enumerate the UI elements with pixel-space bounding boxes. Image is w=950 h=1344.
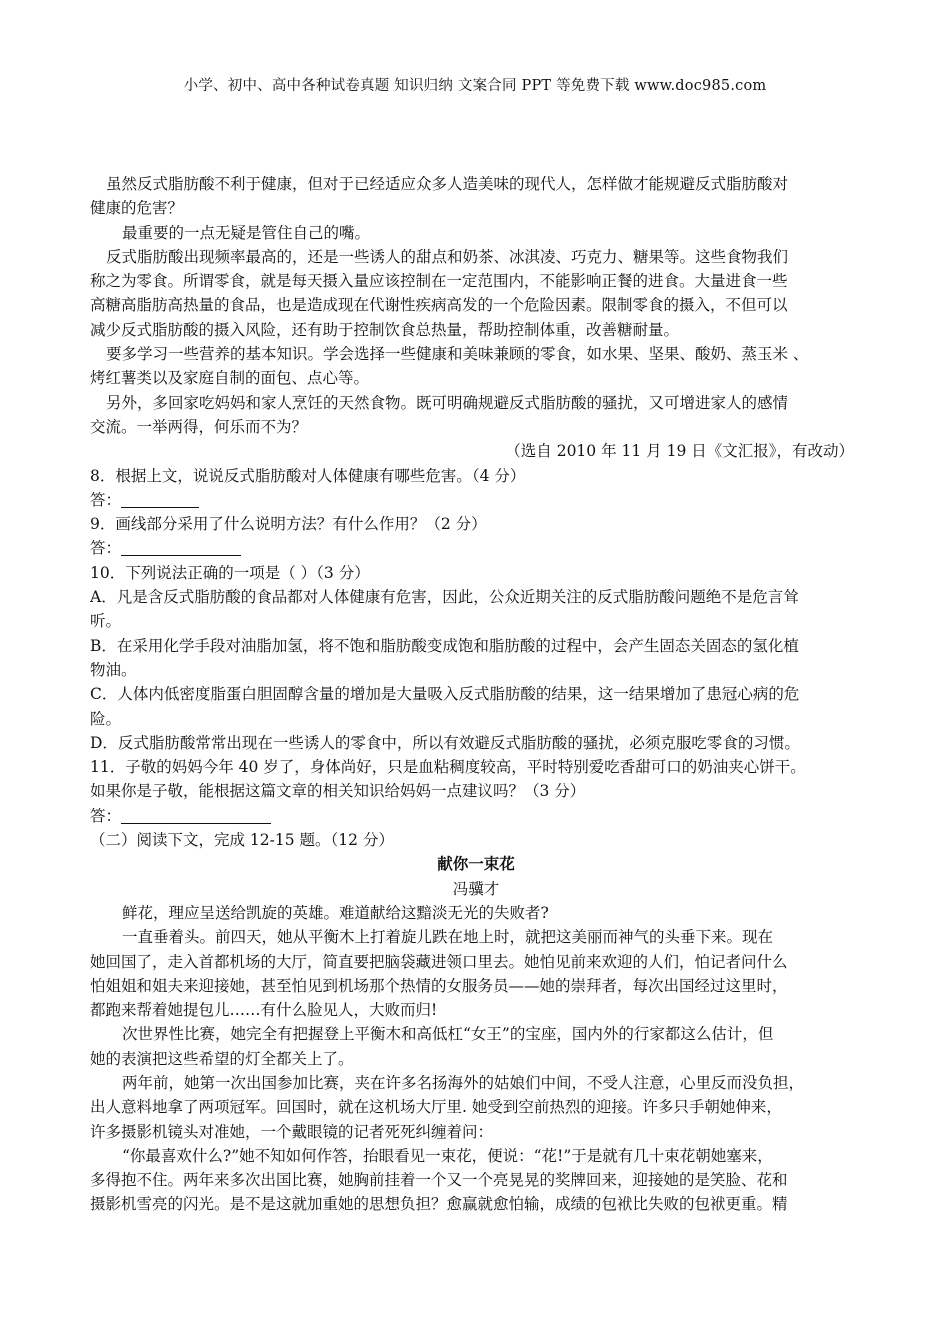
text-line: 出人意料地拿了两项冠军。回国时，就在这机场大厅里. 她受到空前热烈的迎接。许多只手朝她伸来， [90, 1098, 782, 1117]
answer-label: 答： [90, 490, 122, 509]
text-line: 减少反式脂肪酸的摄入风险，还有助于控制饮食总热量，帮助控制体重，改善糖耐量。 [90, 320, 680, 339]
section-heading: （二）阅读下文，完成 12-15 题。（12 分） [90, 831, 394, 850]
answer-line-8 [90, 488, 862, 512]
document-content [90, 172, 862, 1217]
essay-paragraph [90, 1144, 862, 1217]
text-line: 两年前，她第一次出国参加比赛，夹在许多名扬海外的姑娘们中间，不受人注意，心里反而没负担， [122, 1073, 805, 1092]
text-line: 次世界性比赛，她完全有把握登上平衡木和高低杠“女王”的宝座，国内外的行家都这么估计，但 [122, 1025, 774, 1044]
article-source: （选自 2010 年 11 月 19 日《文汇报》，有改动） [505, 442, 854, 461]
text-line: 健康的危害？ [90, 199, 184, 218]
text-line: 交流。一举两得，何乐而不为？ [90, 417, 308, 436]
article1-paragraph [90, 172, 862, 221]
text-line: 她回国了，走入首都机场的大厅，简直要把脑袋藏进领口里去。她怕见前来欢迎的人们，怕记者问什么 [90, 952, 788, 971]
answer-blank-11[interactable] [121, 807, 271, 824]
text-line: 物油。 [90, 660, 137, 679]
text-line: 她的表演把这些希望的灯全都关上了。 [90, 1049, 354, 1068]
text-line: “你最喜欢什么?”她不知如何作答，抬眼看见一束花，便说：“花!”于是就有几十束花朝她塞来， [122, 1146, 773, 1165]
text-line: D．反式脂肪酸常常出现在一些诱人的零食中，所以有效避反式脂肪酸的骚扰，必须克服吃零食的习惯。 [90, 733, 800, 752]
question-10: 10．下列说法正确的一项是（ ）（3 分） [90, 563, 370, 582]
essay-paragraph [90, 901, 862, 925]
text-line: 听。 [90, 612, 122, 631]
text-line: 许多摄影机镜头对准她，一个戴眼镜的记者死死纠缠着问： [90, 1122, 494, 1141]
text-line: 一直垂着头。前四天，她从平衡木上打着旋儿跌在地上时，就把这美丽而神气的头垂下来。现在 [122, 928, 774, 947]
text-line: 多得抱不住。两年来多次出国比赛，她胸前挂着一个又一个亮晃晃的奖牌回来，迎接她的是笑脸、花和 [90, 1171, 788, 1190]
answer-label: 答： [90, 539, 122, 558]
essay-paragraph [90, 1071, 862, 1144]
answer-blank-8[interactable] [121, 491, 199, 508]
text-line: A．凡是含反式脂肪酸的食品都对人体健康有危害，因此，公众近期关注的反式脂肪酸问题绝不是危言耸 [90, 588, 799, 607]
text-line: 称之为零食。所谓零食，就是每天摄入量应该控制在一定范围内，不能影响正餐的进食。大量进食一些 [90, 272, 788, 291]
page-header: 小学、初中、高中各种试卷真题 知识归纳 文案合同 PPT 等免费下载 www.doc985.com [183, 78, 767, 94]
question-8: 8．根据上文，说说反式脂肪酸对人体健康有哪些危害。（4 分） [90, 466, 526, 485]
text-line: 虽然反式脂肪酸不利于健康，但对于已经适应众多人造美味的现代人，怎样做才能规避反式脂肪酸对 [106, 175, 789, 193]
text-line: 怕姐姐和姐夫来迎接她，甚至怕见到机场那个热情的女服务员——她的崇拜者，每次出国经过这里时， [90, 976, 788, 995]
text-line: 烤红薯类以及家庭自制的面包、点心等。 [90, 369, 370, 388]
answer-line-9 [90, 536, 862, 560]
essay-title: 献你一束花 [437, 854, 515, 874]
article1-paragraph [90, 245, 862, 342]
answer-blank-9[interactable] [121, 539, 241, 556]
text-line: 都跑来帮着她提包儿……有什么脸见人，大败而归! [90, 1001, 438, 1020]
text-line: 反式脂肪酸出现频率最高的，还是一些诱人的甜点和奶茶、冰淇凌、巧克力、糖果等。这些食物我们 [106, 247, 789, 266]
essay-author: 冯骥才 [452, 879, 500, 898]
option-c [90, 682, 862, 731]
option-a [90, 585, 862, 634]
article1-paragraph [90, 342, 862, 391]
essay-paragraph [90, 1022, 862, 1071]
text-line: 11．子敬的妈妈今年 40 岁了，身体尚好，只是血粘稠度较高，平时特别爱吃香甜可口的奶油夹心饼干。 [90, 758, 806, 777]
text-line: 要多学习一些营养的基本知识。学会选择一些健康和美味兼顾的零食，如水果、坚果、酸奶、蒸玉米 、 [106, 345, 809, 364]
question-9: 9．画线部分采用了什么说明方法？有什么作用？（2 分） [90, 515, 487, 534]
text-line: B．在采用化学手段对油脂加氢，将不饱和脂肪酸变成饱和脂肪酸的过程中，会产生固态关固态的氢化植 [90, 636, 799, 655]
essay-paragraph [90, 925, 862, 1022]
answer-label: 答： [90, 806, 122, 825]
text-line: 如果你是子敬，能根据这篇文章的相关知识给妈妈一点建议吗？（3 分） [90, 782, 586, 801]
option-d [90, 731, 862, 755]
question-11 [90, 755, 862, 804]
text-line: 最重要的一点无疑是管住自己的嘴。 [122, 223, 371, 242]
text-line: 高糖高脂肪高热量的食品，也是造成现在代谢性疾病高发的一个危险因素。限制零食的摄入，不但可以 [90, 296, 788, 315]
answer-line-11 [90, 804, 862, 828]
text-line: C．人体内低密度脂蛋白胆固醇含量的增加是大量吸入反式脂肪酸的结果，这一结果增加了患冠心病的危 [90, 685, 800, 704]
text-line: 险。 [90, 709, 122, 728]
text-line: 摄影机雪亮的闪光。是不是这就加重她的思想负担？愈赢就愈怕输，成绩的包袱比失败的包袱更重。精 [90, 1195, 788, 1214]
article1-paragraph [90, 221, 862, 245]
article1-paragraph [90, 391, 862, 440]
option-b [90, 634, 862, 683]
text-line: 另外，多回家吃妈妈和家人烹饪的天然食物。既可明确规避反式脂肪酸的骚扰，又可增进家人的感情 [106, 393, 789, 412]
text-line: 鲜花，理应呈送给凯旋的英雄。难道献给这黯淡无光的失败者? [122, 903, 549, 922]
